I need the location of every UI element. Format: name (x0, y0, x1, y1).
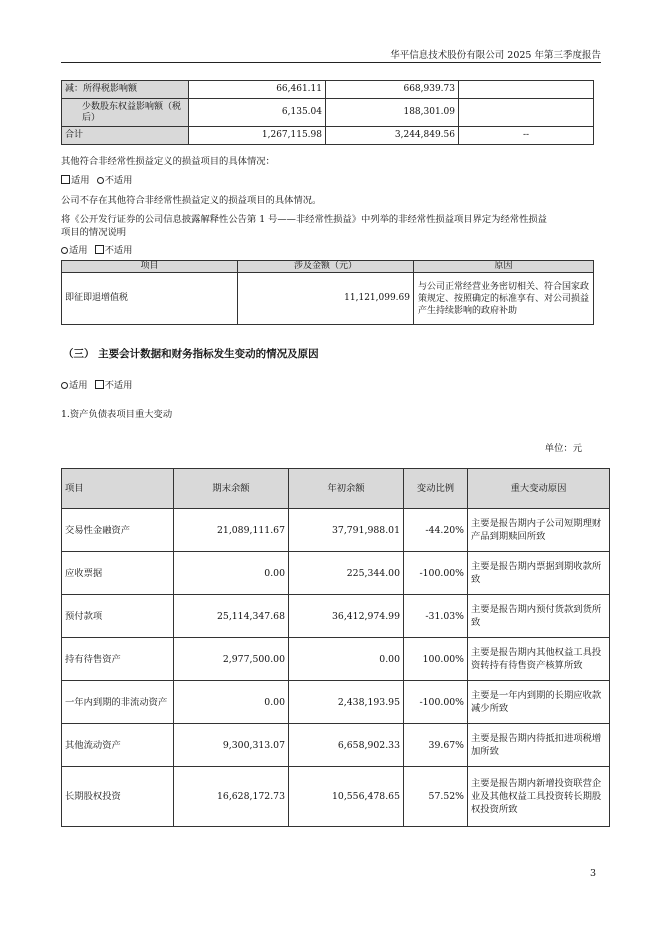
cell-value (459, 99, 594, 127)
table-row (62, 81, 594, 99)
paragraph: 公司不存在其他符合非经常性损益定义的损益项目的具体情况。 (61, 195, 322, 206)
applicability-options (61, 172, 132, 186)
cell-end-balance: 25,114,347.68 (174, 595, 289, 638)
applicability-options (61, 242, 132, 256)
table-header-row (62, 469, 610, 509)
cell-reason: 主要是报告期内票据到期收款所致 (468, 552, 610, 595)
cell-ratio: 57.52% (404, 767, 468, 827)
table-row (62, 552, 610, 595)
selected-circle-icon (97, 177, 104, 184)
cell-begin-balance: 2,438,193.95 (289, 681, 404, 724)
cell-begin-balance: 225,344.00 (289, 552, 404, 595)
cell-reason: 主要是报告期内子公司短期理财产品到期赎回所致 (468, 509, 610, 552)
table-row (62, 595, 610, 638)
table-row (62, 724, 610, 767)
cell-begin-balance: 6,658,902.33 (289, 724, 404, 767)
cell-end-balance: 0.00 (174, 681, 289, 724)
cell-begin-balance: 10,556,478.65 (289, 767, 404, 827)
section-title: （三） 主要会计数据和财务指标发生变动的情况及原因 (63, 348, 319, 360)
cell-value: 3,244,849.56 (326, 127, 459, 145)
option-label: 适用 (69, 380, 88, 391)
cell-reason: 与公司正常经营业务密切相关、符合国家政策规定、按照确定的标准享有、对公司损益产生持续影响的政府补助 (414, 273, 594, 325)
option-label: 适用 (69, 245, 88, 256)
cell-reason: 主要是报告期内新增投资联营企业及其他权益工具投资转长期股权投资所致 (468, 767, 610, 827)
selected-circle-icon (61, 382, 68, 389)
page-header-title: 华平信息技术股份有限公司 2025 年第三季度报告 (390, 50, 601, 61)
column-header: 涉及金额（元） (238, 261, 414, 273)
cell-reason: 主要是报告期内待抵扣进项税增加所致 (468, 724, 610, 767)
cell-value: 1,267,115.98 (189, 127, 326, 145)
cell-begin-balance: 37,791,988.01 (289, 509, 404, 552)
cell-value: 66,461.11 (189, 81, 326, 99)
table-row (62, 127, 594, 145)
cell-ratio: 100.00% (404, 638, 468, 681)
option-label: 不适用 (104, 245, 133, 256)
cell-item: 一年内到期的非流动资产 (62, 681, 174, 724)
table-row (62, 638, 610, 681)
table-row (62, 273, 594, 325)
row-label: 减：所得税影响额 (62, 81, 189, 99)
unit-label: 单位：元 (544, 443, 582, 454)
column-header: 原因 (414, 261, 594, 273)
cell-value: 188,301.09 (326, 99, 459, 127)
recurring-classification-table (61, 260, 594, 325)
cell-ratio: -44.20% (404, 509, 468, 552)
cell-value (459, 81, 594, 99)
paragraph: 其他符合非经常性损益定义的损益项目的具体情况： (61, 156, 275, 167)
balance-sheet-changes-table (61, 468, 610, 827)
nonrecurring-gains-table (61, 80, 594, 145)
option-label: 不适用 (104, 175, 133, 186)
cell-value: -- (459, 127, 594, 145)
checkbox-empty-icon (95, 380, 104, 389)
cell-begin-balance: 36,412,974.99 (289, 595, 404, 638)
column-header: 项目 (62, 261, 238, 273)
table-row (62, 509, 610, 552)
column-header: 变动比例 (404, 469, 468, 509)
cell-ratio: -100.00% (404, 681, 468, 724)
column-header: 期末余额 (174, 469, 289, 509)
paragraph: 将《公开发行证券的公司信息披露解释性公告第 1 号——非经常性损益》中列举的非经常性损益项目界定为经常性损益 (61, 214, 547, 225)
table-row (62, 99, 594, 127)
cell-item: 持有待售资产 (62, 638, 174, 681)
cell-end-balance: 9,300,313.07 (174, 724, 289, 767)
applicability-options (61, 377, 132, 391)
cell-ratio: -31.03% (404, 595, 468, 638)
cell-item: 即征即退增值税 (62, 273, 238, 325)
row-label: 合计 (62, 127, 189, 145)
checkbox-empty-icon (61, 175, 70, 184)
cell-ratio: 39.67% (404, 724, 468, 767)
cell-value: 668,939.73 (326, 81, 459, 99)
cell-end-balance: 0.00 (174, 552, 289, 595)
cell-item: 长期股权投资 (62, 767, 174, 827)
cell-item: 交易性金融资产 (62, 509, 174, 552)
cell-reason: 主要是一年内到期的长期应收款减少所致 (468, 681, 610, 724)
paragraph: 项目的情况说明 (61, 227, 127, 238)
column-header: 重大变动原因 (468, 469, 610, 509)
checkbox-empty-icon (95, 245, 104, 254)
column-header: 项目 (62, 469, 174, 509)
cell-item: 应收票据 (62, 552, 174, 595)
cell-item: 预付款项 (62, 595, 174, 638)
cell-reason: 主要是报告期内预付货款到货所致 (468, 595, 610, 638)
column-header: 年初余额 (289, 469, 404, 509)
selected-circle-icon (61, 247, 68, 254)
cell-begin-balance: 0.00 (289, 638, 404, 681)
cell-reason: 主要是报告期内其他权益工具投资转持有待售资产核算所致 (468, 638, 610, 681)
cell-end-balance: 2,977,500.00 (174, 638, 289, 681)
table-header-row (62, 261, 594, 273)
cell-value: 6,135.04 (189, 99, 326, 127)
option-label: 适用 (71, 175, 90, 186)
header-rule (61, 62, 601, 63)
cell-end-balance: 16,628,172.73 (174, 767, 289, 827)
option-label: 不适用 (104, 380, 133, 391)
cell-item: 其他流动资产 (62, 724, 174, 767)
subheading: 1.资产负债表项目重大变动 (61, 409, 173, 420)
table-row (62, 767, 610, 827)
page-number: 3 (589, 868, 596, 879)
cell-ratio: -100.00% (404, 552, 468, 595)
table-row (62, 681, 610, 724)
cell-end-balance: 21,089,111.67 (174, 509, 289, 552)
row-label: 少数股东权益影响额（税后） (62, 99, 189, 127)
cell-amount: 11,121,099.69 (238, 273, 414, 325)
